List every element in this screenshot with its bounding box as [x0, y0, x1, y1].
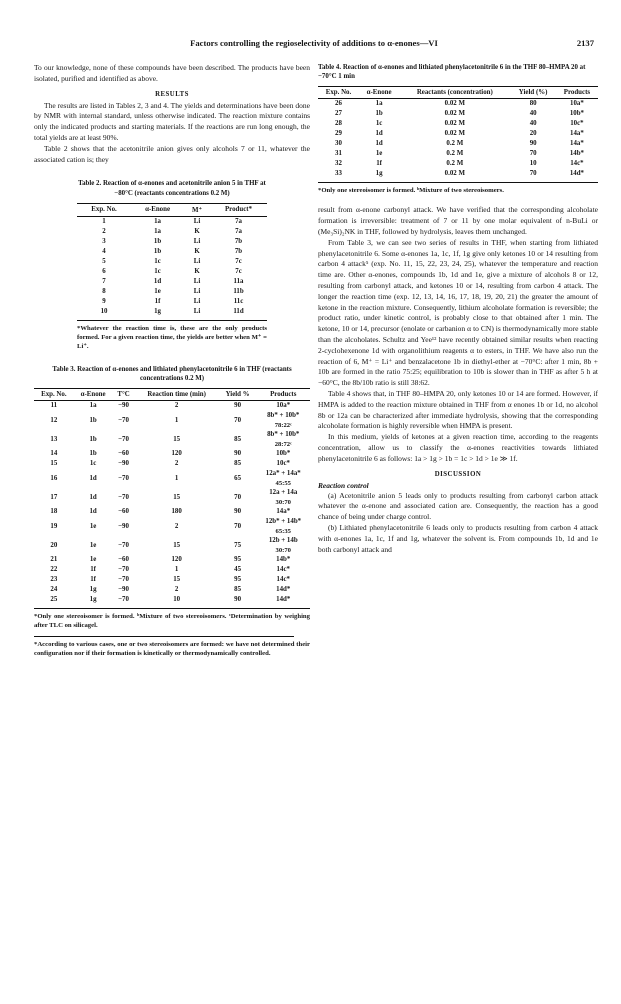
table-cell: 85 — [234, 460, 242, 468]
table-cell: 70 — [234, 522, 242, 530]
reaction-control-subheading: Reaction control — [318, 480, 369, 490]
table-cell: 95 — [234, 576, 242, 584]
table-3-header: α-Enone — [74, 389, 113, 401]
table-cell: Li — [193, 277, 201, 285]
product-label: 14c* — [276, 576, 290, 584]
table-cell: 15 — [173, 541, 181, 549]
table-row — [77, 267, 267, 277]
table-cell: 85 — [234, 586, 242, 594]
table-cell: −70 — [113, 595, 135, 609]
product-ratio: 30:70 — [275, 499, 291, 507]
table-cell: 8 — [102, 287, 106, 295]
discussion-paragraph-b: (b) Lithiated phenylacetonitrile 6 leads only to products resulting from carbon 4 attack with α-enones 1a, 1c, 1f and 1g, whatever the solvent is. From compounds 1b, 1d and 1e both carbonyl attack and — [318, 522, 598, 554]
product-ratio: 65:35 — [275, 528, 291, 536]
table-cell: 7 — [102, 277, 106, 285]
table-cell: 1b — [375, 110, 383, 118]
right-paragraph-2: From Table 3, we can see two series of results in THF, when starting from lithiated phenylacetonitrile 6. Some α-enones 1a, 1c, 1f, 1g give only ketones 10 or 14 resulting from carbon 4 attack⁵ (exp. No. 11, 15, 22, 23, 24, 25), whatever the temperature and reaction time are. Other α-enones, compounds 1b, 1d and 1e, give a mixture of alcohols 8 or 12, resulting from carbonyl attack, and ketones 10 or 14, resulting from carbon 4 attack. The longer the reaction time (exp. 12, 13, 14, 16, 17, 18, 19, 20, 21) the greater the amount of ketone in the reaction mixture. Consequently, lithium alcoholate formation is reversible; the product ratio, under kinetic control, is probably close to that obtained after 1 min. The ketone, 10 or 14, precursor (enolate or carbanion α to CN) is thermodynamically more stable than the alcoholates. Schultz and Yee¹² have recently obtained similar results when reacting 2-cyclohexenone 1d with organolithium reagents α to esters, in THF. We have also run the reaction of 6, M⁺ = Li⁺ and benzalacetone 1b in diethyl-ether at −70°C: after 1 min, 8b + 10b are formed in the ratio 75:25; equilibration to 10b is slower than in THF as after 5 h at −60°C, the 8b/10b ratio is still 38:62. — [318, 237, 598, 388]
product-label: 12b* + 14b* — [265, 518, 302, 526]
intro-paragraph: To our knowledge, none of these compounds have been described. The products have been isolated, purified and identified as above. — [34, 63, 310, 83]
table-row — [34, 449, 310, 459]
table-cell: Li — [193, 217, 201, 225]
table-3-header: Exp. No. — [34, 389, 74, 401]
table-cell: 70 — [234, 416, 242, 424]
table-cell: 19 — [50, 522, 58, 530]
table-cell: 70 — [529, 150, 537, 158]
table-cell: 26 — [335, 100, 342, 108]
table-cell: 1d — [375, 130, 383, 138]
table-cell: 40 — [529, 120, 537, 128]
table-cell — [257, 488, 311, 507]
table-cell: 30 — [335, 140, 342, 148]
table-cell: 11d — [210, 307, 267, 321]
table-cell: −70 — [118, 474, 129, 482]
table-cell: 25 — [34, 595, 74, 609]
table-cell: 120 — [171, 556, 182, 564]
table-cell: 2 — [174, 402, 179, 410]
table-row — [318, 129, 598, 139]
table-cell: 1d — [153, 277, 162, 285]
table-cell: 9 — [102, 297, 106, 305]
table-cell: 1c — [375, 120, 383, 128]
table-cell: 1c — [154, 257, 161, 265]
table-cell — [257, 430, 311, 449]
table-3-note: *Only one stereoisomer is formed. ᵇMixture of two stereoisomers. ᶜDetermination by weighing after TLC on silicagel. — [34, 613, 310, 630]
table-cell: −90 — [118, 522, 129, 530]
table-cell: 15 — [173, 435, 181, 443]
table-cell — [257, 459, 311, 469]
right-paragraph-1: result from α-enone carbonyl attack. We have verified that the corresponding alcoholate formation is irreversible: treatment of 7 or 11 by one molar equivalent of n-BuLi or (Me₃Si)₂NK in THF, followed by hydrolysis, leaves them unchanged. — [318, 205, 598, 236]
table-row — [318, 109, 598, 119]
table-row — [77, 227, 267, 237]
table-cell: Li — [193, 287, 201, 295]
table-row — [34, 555, 310, 565]
product-label: 14c* — [276, 566, 290, 574]
table-cell: 90 — [234, 508, 242, 516]
table-row — [34, 517, 310, 536]
table-cell: 1 — [174, 566, 179, 574]
table-cell: −70 — [118, 566, 129, 574]
table-row — [77, 216, 267, 227]
table-cell: 1a — [375, 100, 383, 108]
table-cell: 15 — [173, 576, 181, 584]
table-cell: 0.2 M — [446, 160, 464, 168]
table-cell: 15 — [173, 493, 181, 501]
table-3-header: T°C — [113, 389, 135, 401]
table-cell: −60 — [118, 556, 129, 564]
table-cell: 11c — [233, 297, 244, 305]
product-label: 14b* — [276, 556, 291, 564]
table-4-caption: Table 4. Reaction of α-enones and lithiated phenylacetonitrile 6 in the THF 80–HMPA 20 at −70°C 1 min — [318, 64, 586, 81]
table-row — [34, 507, 310, 517]
table-4-header: Products — [556, 87, 598, 99]
results-paragraph-2: Table 2 shows that the acetonitrile anion gives only alcohols 7 or 11, whatever the associated cation is; they — [34, 143, 310, 164]
footnote: *According to various cases, one or two stereoisomers are formed: we have not determined their configuration nor if their formation is kinetically or thermodynamically controlled. — [34, 641, 310, 658]
table-cell: 0.02 M — [444, 110, 465, 118]
table-cell — [257, 565, 311, 575]
table-cell: 14a* — [570, 130, 584, 138]
product-ratio: 78:22ᶜ — [274, 422, 292, 430]
table-cell: 1e — [89, 541, 97, 549]
table-cell: −90 — [118, 402, 129, 410]
table-3 — [34, 365, 310, 630]
table-row — [77, 237, 267, 247]
table-cell: 12 — [50, 416, 58, 424]
table-cell: K — [194, 267, 200, 275]
table-cell: 4 — [102, 247, 106, 255]
table-cell: 14c* — [570, 160, 584, 168]
table-2-header: Product* — [210, 203, 267, 216]
table-cell: 90 — [234, 402, 242, 410]
table-cell: −70 — [118, 576, 129, 584]
table-cell: −70 — [118, 493, 129, 501]
table-cell: 22 — [50, 566, 58, 574]
table-cell: 1d — [89, 508, 97, 516]
table-cell: −70 — [118, 416, 129, 424]
table-cell: 1c — [154, 267, 161, 275]
table-cell: 1a — [89, 402, 97, 410]
table-cell — [257, 555, 311, 565]
table-3-caption: Table 3. Reaction of α-enones and lithiated phenylacetonitrile 6 in THF (reactants concentrations 0.2 M) — [52, 365, 292, 382]
product-label: 10c* — [276, 460, 290, 468]
table-cell: 7a — [235, 227, 242, 235]
table-cell: 14b* — [569, 150, 584, 158]
table-cell: 40 — [529, 110, 537, 118]
table-row — [318, 149, 598, 159]
table-cell: −70 — [118, 435, 129, 443]
table-cell: 10 — [529, 160, 537, 168]
table-3-header: Products — [257, 389, 311, 401]
table-cell — [257, 517, 311, 536]
discussion-paragraph-a: (a) Acetonitrile anion 5 leads only to products resulting from carbonyl carbon attack whatever the α-enone and associated cation are. Consequently, the reaction has a good chance of being under charge control. — [318, 490, 598, 522]
table-cell: 0.2 M — [446, 140, 464, 148]
table-2-caption: Table 2. Reaction of α-enones and acetonitrile anion 5 in THF at −80°C (reactants concentrations 0.2 M) — [78, 180, 266, 197]
table-cell: 180 — [171, 508, 182, 516]
table-cell: 32 — [335, 160, 342, 168]
table-cell: 0.02 M — [444, 100, 465, 108]
product-label: 10b* — [276, 450, 291, 458]
table-cell: 1e — [89, 556, 97, 564]
table-cell: 2 — [174, 522, 179, 530]
table-cell: 1b — [153, 237, 162, 245]
table-cell: 10b* — [569, 110, 584, 118]
table-cell: 11 — [50, 402, 58, 410]
table-row — [34, 585, 310, 595]
table-row — [77, 307, 267, 321]
table-row — [77, 277, 267, 287]
table-2-header: Exp. No. — [77, 203, 131, 216]
table-row — [34, 459, 310, 469]
table-cell: 1 — [174, 474, 179, 482]
table-cell: 95 — [234, 556, 242, 564]
table-cell: 24 — [50, 586, 58, 594]
table-cell: 1 — [174, 416, 179, 424]
table-cell — [257, 575, 311, 585]
table-cell: 1e — [89, 522, 97, 530]
table-4-header: Exp. No. — [318, 87, 359, 99]
table-row — [34, 536, 310, 555]
product-ratio: 28:72ᶜ — [274, 441, 292, 449]
table-cell — [257, 449, 311, 459]
right-paragraph-4: In this medium, yields of ketones at a given reaction time, according to the reagents concentration, allow us to classify the α-enones reactivities towards lithiated phenylacetonitrile 6 as follows: 1a > 1g > 1b = 1c > 1d > 1e ≫ 1f. — [318, 432, 598, 463]
table-cell: −90 — [118, 460, 129, 468]
table-cell: 75 — [234, 541, 242, 549]
table-cell: 14d* — [556, 169, 598, 183]
table-4-body — [318, 99, 598, 183]
table-2-header: α-Enone — [131, 203, 184, 216]
table-cell: 1d — [375, 140, 383, 148]
table-cell: 1e — [375, 150, 383, 158]
product-ratio: 45:55 — [275, 480, 291, 488]
results-paragraph-1: The results are listed in Tables 2, 3 and 4. The yields and determinations have been done by NMR with internal standard, unless otherwise indicated. The reaction mixture contains only the indicated products and starting materials. If the reactions are run long enough, the total yields are at least 90%. — [34, 100, 310, 142]
table-cell: Li — [184, 307, 210, 321]
table-cell: 1e — [154, 287, 161, 295]
results-heading: RESULTS — [155, 90, 189, 98]
table-cell: Li — [193, 297, 201, 305]
table-cell: 18 — [50, 508, 58, 516]
table-cell: 1d — [89, 474, 97, 482]
table-cell: 5 — [102, 257, 106, 265]
table-2-grid — [77, 203, 267, 321]
product-ratio: 30:70 — [275, 547, 291, 555]
table-cell: 10 — [135, 595, 219, 609]
table-cell: 1d — [89, 493, 97, 501]
table-cell — [257, 401, 311, 412]
table-cell: 7b — [234, 237, 243, 245]
table-cell: 3 — [102, 237, 106, 245]
table-cell: 14 — [50, 450, 58, 458]
table-cell: 16 — [50, 474, 58, 482]
table-cell: 1f — [90, 566, 96, 574]
table-cell: 2 — [102, 227, 106, 235]
table-cell: 7c — [235, 257, 242, 265]
table-cell — [257, 507, 311, 517]
table-cell: 7c — [235, 267, 242, 275]
table-cell: 0.02 M — [399, 169, 510, 183]
table-cell: 13 — [50, 435, 58, 443]
discussion-heading: DISCUSSION — [434, 470, 482, 478]
table-cell: 21 — [50, 556, 58, 564]
table-cell: 11b — [233, 287, 244, 295]
product-label: 14d* — [276, 596, 291, 604]
product-label: 14a* — [276, 508, 291, 516]
table-4-grid — [318, 86, 598, 183]
table-cell: 10 — [77, 307, 131, 321]
table-cell: 10c* — [570, 120, 584, 128]
table-cell: 120 — [171, 450, 182, 458]
table-cell: Li — [193, 257, 201, 265]
table-cell — [257, 469, 311, 488]
table-cell: 7b — [234, 247, 243, 255]
table-cell — [257, 595, 311, 609]
table-cell: 1b — [89, 450, 97, 458]
table-cell — [257, 585, 311, 595]
table-cell: 1b — [89, 435, 97, 443]
table-cell: 10a* — [570, 100, 584, 108]
table-cell — [257, 536, 311, 555]
table-cell: −70 — [118, 541, 129, 549]
table-3-grid — [34, 388, 310, 609]
table-cell: 29 — [335, 130, 342, 138]
table-row — [318, 119, 598, 129]
table-cell: 27 — [335, 110, 342, 118]
footnote-rule — [34, 636, 294, 637]
table-row — [318, 139, 598, 149]
table-cell: 1c — [89, 460, 97, 468]
table-row — [34, 488, 310, 507]
table-cell: −90 — [118, 586, 129, 594]
table-cell: 70 — [510, 169, 555, 183]
table-cell: 7a — [235, 217, 242, 225]
table-cell: 31 — [335, 150, 342, 158]
table-4-header: Yield (%) — [510, 87, 555, 99]
page-number: 2137 — [576, 38, 594, 48]
table-cell: 1b — [153, 247, 162, 255]
table-cell: 17 — [50, 493, 58, 501]
table-cell: 85 — [234, 435, 242, 443]
table-row — [34, 430, 310, 449]
table-cell: 1f — [154, 297, 161, 305]
table-2-header: M⁺ — [184, 203, 210, 216]
table-cell: −60 — [118, 508, 129, 516]
table-cell: −60 — [118, 450, 129, 458]
table-3-header: Reaction time (min) — [135, 389, 219, 401]
table-cell — [257, 411, 311, 430]
table-cell: 90 — [529, 140, 537, 148]
product-label: 12a* + 14a* — [265, 470, 301, 478]
product-label: 12a + 14a — [269, 489, 298, 497]
table-row — [77, 257, 267, 267]
table-row — [77, 287, 267, 297]
table-3-body — [34, 401, 310, 609]
table-3-header: Yield % — [219, 389, 257, 401]
product-label: 8b* + 10b* — [267, 412, 300, 420]
left-column — [34, 63, 310, 658]
right-column — [318, 63, 598, 555]
table-cell: 33 — [318, 169, 359, 183]
table-cell: 65 — [234, 474, 242, 482]
table-2-body — [77, 216, 267, 320]
table-cell: 1g — [131, 307, 184, 321]
table-cell: 2 — [174, 460, 179, 468]
table-row — [34, 401, 310, 412]
table-row — [318, 159, 598, 169]
table-cell: 28 — [335, 120, 342, 128]
table-row — [34, 595, 310, 609]
table-cell: 1f — [376, 160, 382, 168]
table-cell: 70 — [234, 493, 242, 501]
table-cell: Li — [193, 237, 201, 245]
table-cell: 0.2 M — [446, 150, 464, 158]
table-cell: 11a — [233, 277, 244, 285]
table-cell: 1a — [154, 227, 161, 235]
table-cell: 0.02 M — [444, 120, 465, 128]
table-cell: 45 — [234, 566, 242, 574]
table-row — [34, 411, 310, 430]
table-cell: 23 — [50, 576, 58, 584]
table-cell: 1g — [89, 586, 97, 594]
table-cell: 1f — [90, 576, 96, 584]
right-paragraph-3: Table 4 shows that, in THF 80–HMPA 20, only ketones 10 or 14 are formed. However, if HMPA is added to the reaction mixture obtained in THF from α enones 1b or 1d, no alcohol 8b or 12a can be characterized after immediate hydrolysis, showing that the corresponding alcoholate formation is highly reversible when HMPA is present. — [318, 388, 598, 431]
table-cell: 90 — [219, 595, 257, 609]
table-row — [34, 565, 310, 575]
table-cell: 20 — [50, 541, 58, 549]
table-cell: 1b — [89, 416, 97, 424]
table-2 — [77, 179, 267, 350]
table-4-header: Reactants (concentration) — [399, 87, 510, 99]
table-row — [34, 469, 310, 488]
table-cell: 1 — [102, 217, 106, 225]
table-cell: 0.02 M — [444, 130, 465, 138]
table-4-note: *Only one stereoisomer is formed. ᵇMixture of two stereoisomers. — [318, 187, 504, 195]
table-cell: 90 — [234, 450, 242, 458]
running-title: Factors controlling the regioselectivity of additions to α-enones—VI — [190, 38, 438, 48]
table-cell: 15 — [50, 460, 58, 468]
table-cell: 1a — [154, 217, 161, 225]
running-header — [34, 38, 594, 50]
table-cell: 80 — [529, 100, 537, 108]
table-row — [318, 99, 598, 110]
table-cell: 1g — [74, 595, 113, 609]
table-cell: 20 — [529, 130, 537, 138]
table-4-header: α-Enone — [359, 87, 399, 99]
table-cell: 2 — [174, 586, 179, 594]
table-cell: K — [194, 247, 200, 255]
table-row — [77, 297, 267, 307]
table-cell: 14a* — [570, 140, 584, 148]
table-row — [77, 247, 267, 257]
product-label: 8b* + 10b* — [267, 431, 300, 439]
product-label: 14d* — [276, 586, 291, 594]
table-2-note: *Whatever the reaction time is, these are the only products formed. For a given reaction time, the yields are better when M⁺ = Li⁺. — [77, 324, 267, 350]
table-row — [318, 169, 598, 183]
table-cell: 1g — [359, 169, 399, 183]
table-4 — [318, 63, 598, 195]
product-label: 10a* — [276, 402, 291, 410]
product-label: 12b + 14b — [268, 537, 298, 545]
table-row — [34, 575, 310, 585]
table-cell: K — [194, 227, 200, 235]
table-cell: 6 — [102, 267, 106, 275]
